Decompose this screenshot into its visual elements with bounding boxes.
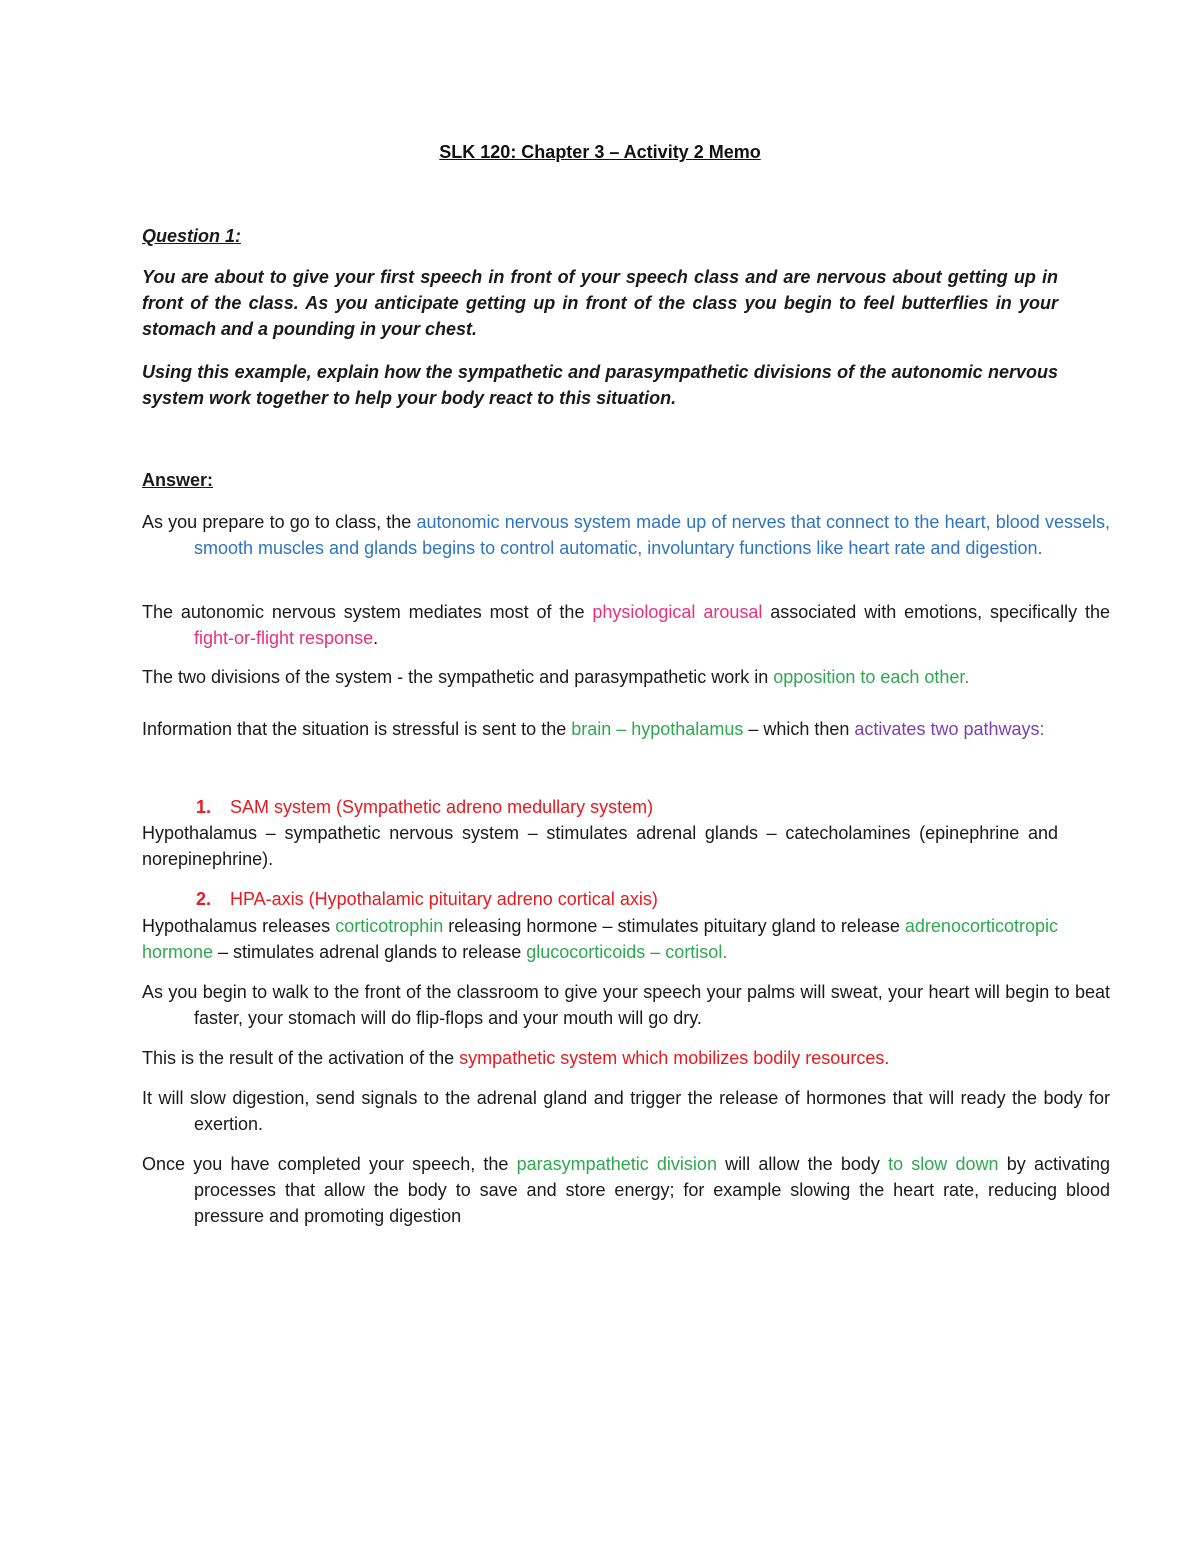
list-item-sam bbox=[196, 794, 653, 820]
p3-text: The two divisions of the system - the sympathetic and parasympathetic work in bbox=[142, 667, 774, 687]
answer-paragraph-9: It will slow digestion, send signals to the adrenal gland and trigger the release of hormones that will ready the body for exertion. bbox=[142, 1088, 1110, 1134]
answer-paragraph-5: Hypothalamus – sympathetic nervous system – stimulates adrenal glands – catecholamines (epinephrine and norepinephrine). bbox=[142, 823, 1058, 869]
answer-paragraph-6 bbox=[142, 913, 1058, 965]
question-text-1: You are about to give your first speech in front of your speech class and are nervous about getting up in front of the class. As you anticipate getting up in front of the class you begin to feel butterflies in your stomach and a pounding in your chest. bbox=[142, 267, 1058, 339]
p2-text-c: associated with emotions, specifically the bbox=[762, 602, 1110, 622]
list-item-hpa bbox=[196, 886, 658, 912]
p2-text-a: The autonomic nervous system mediates most of the bbox=[142, 602, 593, 622]
answer-paragraph-1 bbox=[142, 509, 1110, 561]
list-number-2: 2. bbox=[196, 889, 212, 909]
p4-highlight-pathways: activates two pathways: bbox=[854, 719, 1045, 739]
p2-highlight-fight-flight: fight-or-flight response bbox=[194, 628, 374, 648]
p8-text: This is the result of the activation of the bbox=[142, 1048, 460, 1068]
question-text-2: Using this example, explain how the sympathetic and parasympathetic divisions of the autonomic nervous system work together to help your body react to this situation. bbox=[142, 362, 1058, 408]
p6-text-c: releasing hormone – stimulates pituitary gland to release bbox=[443, 916, 905, 936]
p6-highlight-corticotrophin: corticotrophin bbox=[335, 916, 444, 936]
p8-highlight: sympathetic system which mobilizes bodily resources. bbox=[459, 1048, 890, 1068]
p4-text-a: Information that the situation is stressful is sent to the bbox=[142, 719, 572, 739]
answer-paragraph-3 bbox=[142, 664, 1058, 690]
document-title: SLK 120: Chapter 3 – Activity 2 Memo bbox=[439, 142, 761, 162]
answer-paragraph-7: As you begin to walk to the front of the classroom to give your speech your palms will sweat, your heart will begin to beat faster, your stomach will do flip-flops and your mouth will go dry. bbox=[142, 982, 1110, 1028]
p10-highlight-parasympathetic: parasympathetic division bbox=[516, 1154, 717, 1174]
list-number-1: 1. bbox=[196, 797, 212, 817]
p6-text-e: – stimulates adrenal glands to release bbox=[213, 942, 527, 962]
p4-highlight-brain: brain – hypothalamus bbox=[571, 719, 744, 739]
answer-paragraph-8 bbox=[142, 1045, 1058, 1071]
p6-highlight-cortisol: glucocorticoids – cortisol. bbox=[526, 942, 728, 962]
answer-paragraph-2 bbox=[142, 599, 1110, 651]
p10-text-e: by activating processes that allow the body to save and store energy; for example slowing the heart rate, reducing blood pressure and promoting digestion bbox=[194, 1154, 1111, 1226]
p10-highlight-slow-down: to slow down bbox=[888, 1154, 999, 1174]
p10-text-c: will allow the body bbox=[716, 1154, 889, 1174]
p2-text-e: . bbox=[373, 628, 379, 648]
p3-highlight: opposition to each other. bbox=[773, 667, 970, 687]
p6-highlight-acth: adrenocorticotropic hormone bbox=[142, 916, 1058, 962]
answer-paragraph-10 bbox=[142, 1151, 1110, 1229]
p4-text-c: – which then bbox=[743, 719, 855, 739]
p6-text-a: Hypothalamus releases bbox=[142, 916, 336, 936]
list-label-hpa: HPA-axis (Hypothalamic pituitary adreno cortical axis) bbox=[230, 889, 658, 909]
p10-text-a: Once you have completed your speech, the bbox=[142, 1154, 517, 1174]
question-heading: Question 1: bbox=[142, 226, 242, 246]
p2-highlight-arousal: physiological arousal bbox=[592, 602, 763, 622]
answer-paragraph-4 bbox=[142, 716, 1058, 742]
list-label-sam: SAM system (Sympathetic adreno medullary system) bbox=[230, 797, 654, 817]
answer-heading: Answer: bbox=[142, 470, 214, 490]
p1-text: As you prepare to go to class, the bbox=[142, 512, 417, 532]
p1-highlight: autonomic nervous system made up of nerves that connect to the heart, blood vessels, smooth muscles and glands begins to control automatic, involuntary functions like heart rate and digestion. bbox=[194, 512, 1111, 558]
